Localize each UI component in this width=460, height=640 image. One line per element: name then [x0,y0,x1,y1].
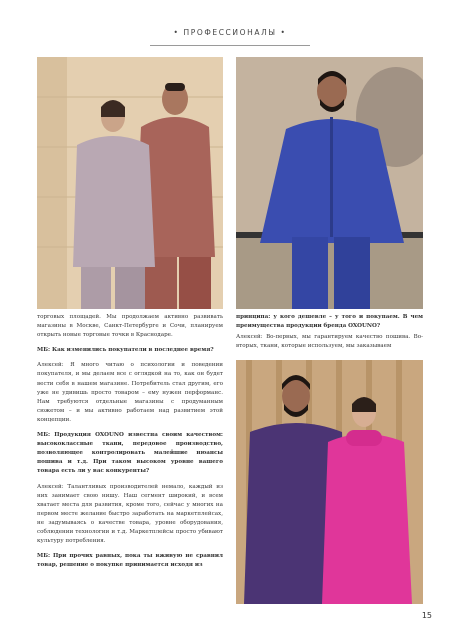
left-text-column [37,313,223,576]
section-header: • ПРОФЕССИОНАЛЫ • [173,28,287,37]
answer-advantages: Алексей: Во-первых, мы гарантируем качество пошива. Во-вторых, ткани, которые используем, мы заказываем [236,334,423,350]
paragraph-intro-continued: торговых площадей. Мы продолжаем активно развивать магазины в Москве, Санкт-Петербурге и Сочи, планируем открыть новые торговые точки в Краснодаре. [37,314,223,339]
page-number: 15 [421,611,432,620]
photo-man-blue-tracksuit [236,57,423,309]
question-advantages-start: МБ: При прочих равных, пока ты вживую не сравнил товар, решение о покупке принимается исходя из [37,553,223,569]
photo-two-models-lavender-terracotta [37,57,223,309]
question-buyers-changed: МБ: Как изменились покупатели в последнее время? [37,347,214,354]
answer-buyers-changed: Алексей: Я много читаю о психологии и поведении покупателя, и мы делаем все с оглядкой на то, как он будет вести себя в нашем магазине. Потребитель стал другим, его уже не удивишь просто товаром – ему нужен перформанс. Нам требуются отдельные магазины с продуманным сюжетом – и мы активно работаем над развитием этой концепции. [37,362,223,423]
question-advantages-continued: принципа: у кого дешевле – у того и покупаем. В чем преимущества продукции бренда OXOUNO? [236,314,423,330]
header-rule [150,45,310,46]
answer-competitors: Алексей: Талантливых производителей немало, каждый из них занимает свою нишу. Наш сегмент широкий, и всем хватает места для развития, кроме того, сейчас у многих на первом месте желание быстро заработать на маркетплейсах, не задумываясь о качестве товара, уровне оборудования, соблюдении технологии и т.д. Маркетплейсы просто убивают культуру потребления. [37,483,223,545]
right-text-column [236,313,423,357]
photo-couple-purple-magenta [236,360,423,604]
question-competitors: МБ: Продукция OXOUNO известна своим качеством: высококлассные ткани, передовое производство, позволяющее контролировать малейшие нюансы пошива и т.д. При таком высоком уровне вашего товара есть ли у вас конкуренты? [37,432,223,475]
